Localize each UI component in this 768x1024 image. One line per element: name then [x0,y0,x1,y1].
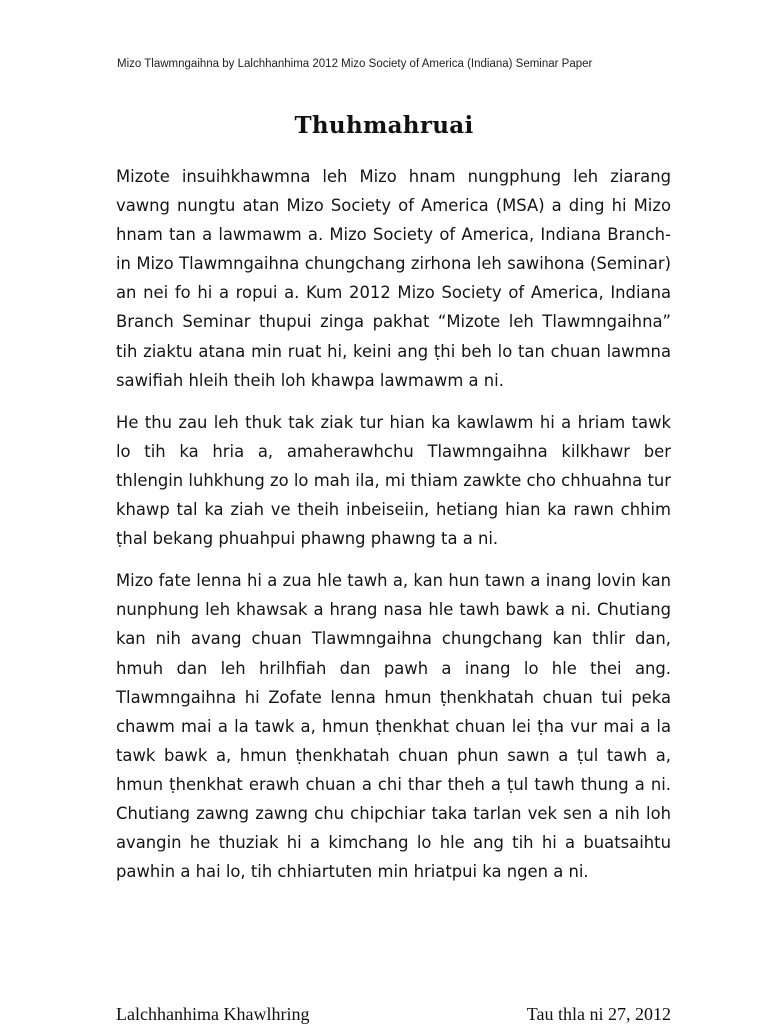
paragraph-3: Mizo fate lenna hi a zua hle tawh a, kan hun tawn a inang lovin kan nunphung leh khawsak a hrang nasa hle tawh bawk a ni. Chutiang kan nih avang chuan Tlawmngaihna chungchang kan thlir dan, hmuh dan leh hrilhfiah dan pawh a inang lo hle thei ang. Tlawmngaihna hi Zofate lenna hmun ṭhenkhatah chuan tui peka chawm mai a la tawk a, hmun ṭhenkhat chuan lei ṭha vur mai a la tawk bawk a, hmun ṭhenkhatah chuan phun sawn a ṭul tawh a, hmun ṭhenkhat erawh chuan a chi thar theh a ṭul tawh thung a ni. Chutiang zawng zawng chu chipchiar taka tarlan vek sen a nih loh avangin he thuziak hi a kimchang lo hle ang tih hi a buatsaihtu pawhin a hai lo, tih chhiartuten min hriatpui ka ngen a ni. [116,571,671,882]
author-name: Lalchhanhima Khawlhring [116,1004,310,1024]
document-title: Thuhmahruai [294,112,474,139]
paragraph-2: He thu zau leh thuk tak ziak tur hian ka kawlawm hi a hriam tawk lo tih ka hria a, amaherawhchu Tlawmngaihna kilkhawr ber thlengin luhkhung zo lo mah ila, mi thiam zawkte cho chhuahna tur khawp tal ka ziah ve theih inbeiseiin, hetiang hian ka rawn chhim ṭhal bekang phuahpui phawng phawng ta a ni. [116,412,671,549]
document-body [116,162,671,899]
running-header: Mizo Tlawmngaihna by Lalchhanhima 2012 Mizo Society of America (Indiana) Seminar Paper [117,58,593,70]
signature-date: Tau thla ni 27, 2012 [526,1004,671,1024]
paragraph-1: Mizote insuihkhawmna leh Mizo hnam nungphung leh ziarang vawng nungtu atan Mizo Society of America (MSA) a ding hi Mizo hnam tan a lawmawm a. Mizo Society of America, Indiana Branch-in Mizo Tlawmngaihna chungchang zirhona leh sawihona (Seminar) an nei fo hi a ropui a. Kum 2012 Mizo Society of America, Indiana Branch Seminar thupui zinga pakhat “Mizote leh Tlawmngaihna” tih ziaktu atana min ruat hi, keini ang ṭhi beh lo tan chuan lawmna sawifiah hleih theih loh khawpa lawmawm a ni. [116,167,671,390]
